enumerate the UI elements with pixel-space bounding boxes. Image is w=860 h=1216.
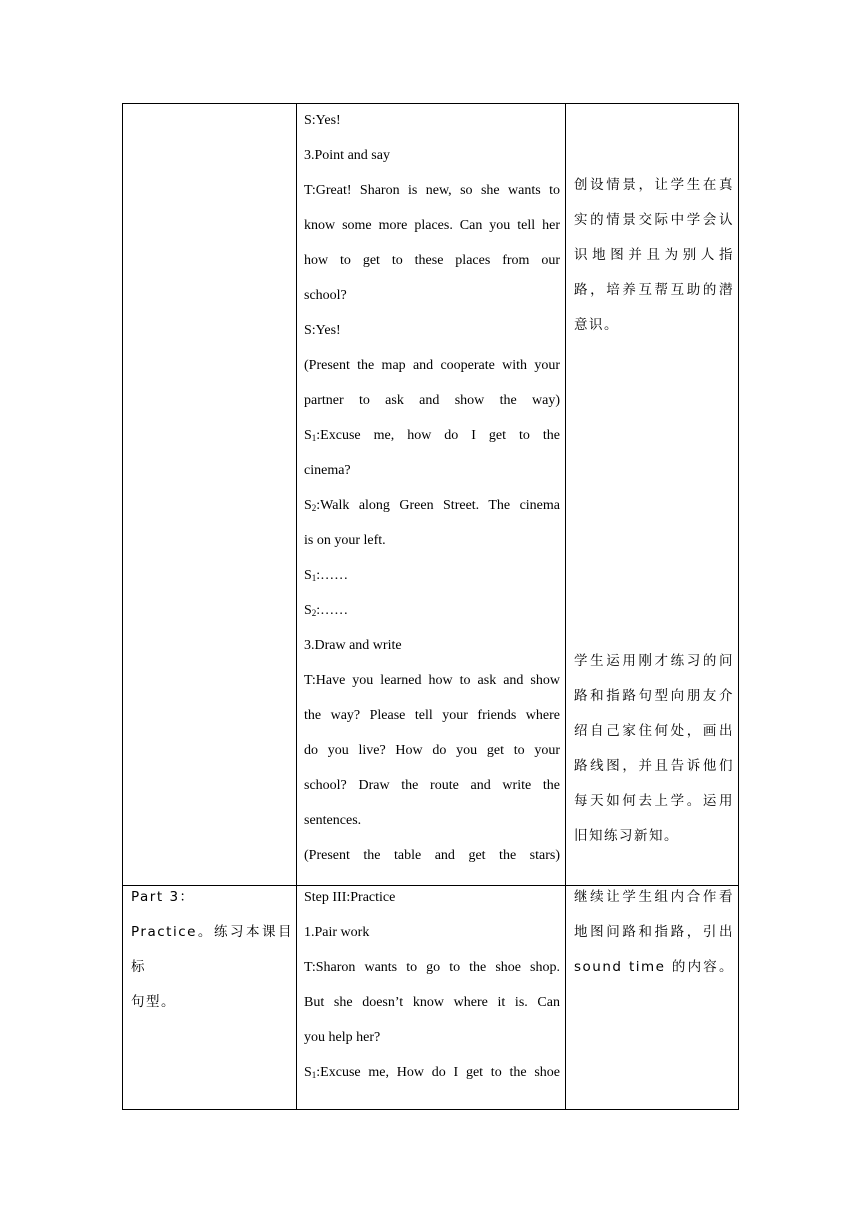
text-line: 绍自己家住何处，画出 — [574, 723, 734, 739]
text-line: Part 3： — [131, 889, 195, 905]
text-line: 句型。 — [131, 994, 176, 1010]
column-divider — [565, 104, 566, 1109]
text-line: sentences. — [304, 813, 362, 828]
text-line: 继续让学生组内合作看 — [574, 889, 734, 905]
text-line: 学生运用刚才练习的问 — [574, 653, 734, 669]
text-line: 路线图，并且告诉他们 — [574, 758, 734, 774]
row2-procedure-cell — [304, 880, 560, 1090]
text-line: S:Yes! — [304, 323, 341, 338]
text-line: cinema? — [304, 463, 351, 478]
text-line: S:Yes! — [304, 113, 341, 128]
row1-stage-cell — [123, 104, 296, 885]
text-line: Step III:Practice — [304, 890, 396, 905]
text-line: $S_1:Excuse$ me, How do I get to the shoe — [304, 1065, 560, 1080]
row1-procedure-cell — [304, 103, 560, 873]
text-line: T:Great! Sharon is new, so she wants to — [304, 183, 560, 198]
text-line: $S_1:\dots\dots$ — [304, 568, 349, 583]
text-line: (Present the map and cooperate with your — [304, 358, 560, 373]
text-line: partner to ask and show the way) — [304, 393, 560, 408]
text-line: 创设情景，让学生在真 — [574, 177, 734, 193]
text-line: 3.Draw and write — [304, 638, 402, 653]
text-line: 旧知练习新知。 — [574, 828, 679, 844]
row1-purpose-cell-b — [574, 644, 734, 854]
text-line: 地图问路和指路，引出 — [574, 924, 734, 940]
text-line: $S_2:Walk$ along Green Street. The cinema — [304, 498, 560, 513]
text-line: school? — [304, 288, 347, 303]
text-line: T:Have you learned how to ask and show — [304, 673, 560, 688]
text-line: But she doesn’t know where it is. Can — [304, 995, 560, 1010]
text-line: the way? Please tell your friends where — [304, 708, 560, 723]
text-line: 3.Point and say — [304, 148, 390, 163]
text-line: (Present the table and get the stars) — [304, 848, 560, 863]
text-line: do you live? How do you get to your — [304, 743, 560, 758]
text-line: 每天如何去上学。运用 — [574, 793, 734, 809]
text-line: you help her? — [304, 1030, 381, 1045]
text-line: how to get to these places from our — [304, 253, 560, 268]
text-line: 实的情景交际中学会认 — [574, 212, 734, 228]
text-line: know some more places. Can you tell her — [304, 218, 560, 233]
text-line: sound time 的内容。 — [574, 959, 734, 975]
lesson-plan-table — [122, 103, 739, 1110]
text-line: school? Draw the route and write the — [304, 778, 560, 793]
text-line: 路和指路句型向朋友介 — [574, 688, 734, 704]
text-line: T:Sharon wants to go to the shoe shop. — [304, 960, 560, 975]
row2-purpose-cell — [574, 880, 734, 985]
row1-purpose-cell-a — [574, 168, 734, 343]
text-line: $S_1:Excuse$ me, how do I get to the — [304, 428, 560, 443]
column-divider — [296, 104, 297, 1109]
text-line: 1.Pair work — [304, 925, 370, 940]
text-line: $S_2:\dots\dots$ — [304, 603, 349, 618]
text-line: Practice。练习本课目标 — [131, 924, 293, 975]
row2-stage-cell — [131, 880, 293, 1020]
text-line: is on your left. — [304, 533, 386, 548]
text-line: 路，培养互帮互助的潜 — [574, 282, 734, 298]
text-line: 识地图并且为别人指 — [574, 247, 734, 263]
text-line: 意识。 — [574, 317, 619, 333]
